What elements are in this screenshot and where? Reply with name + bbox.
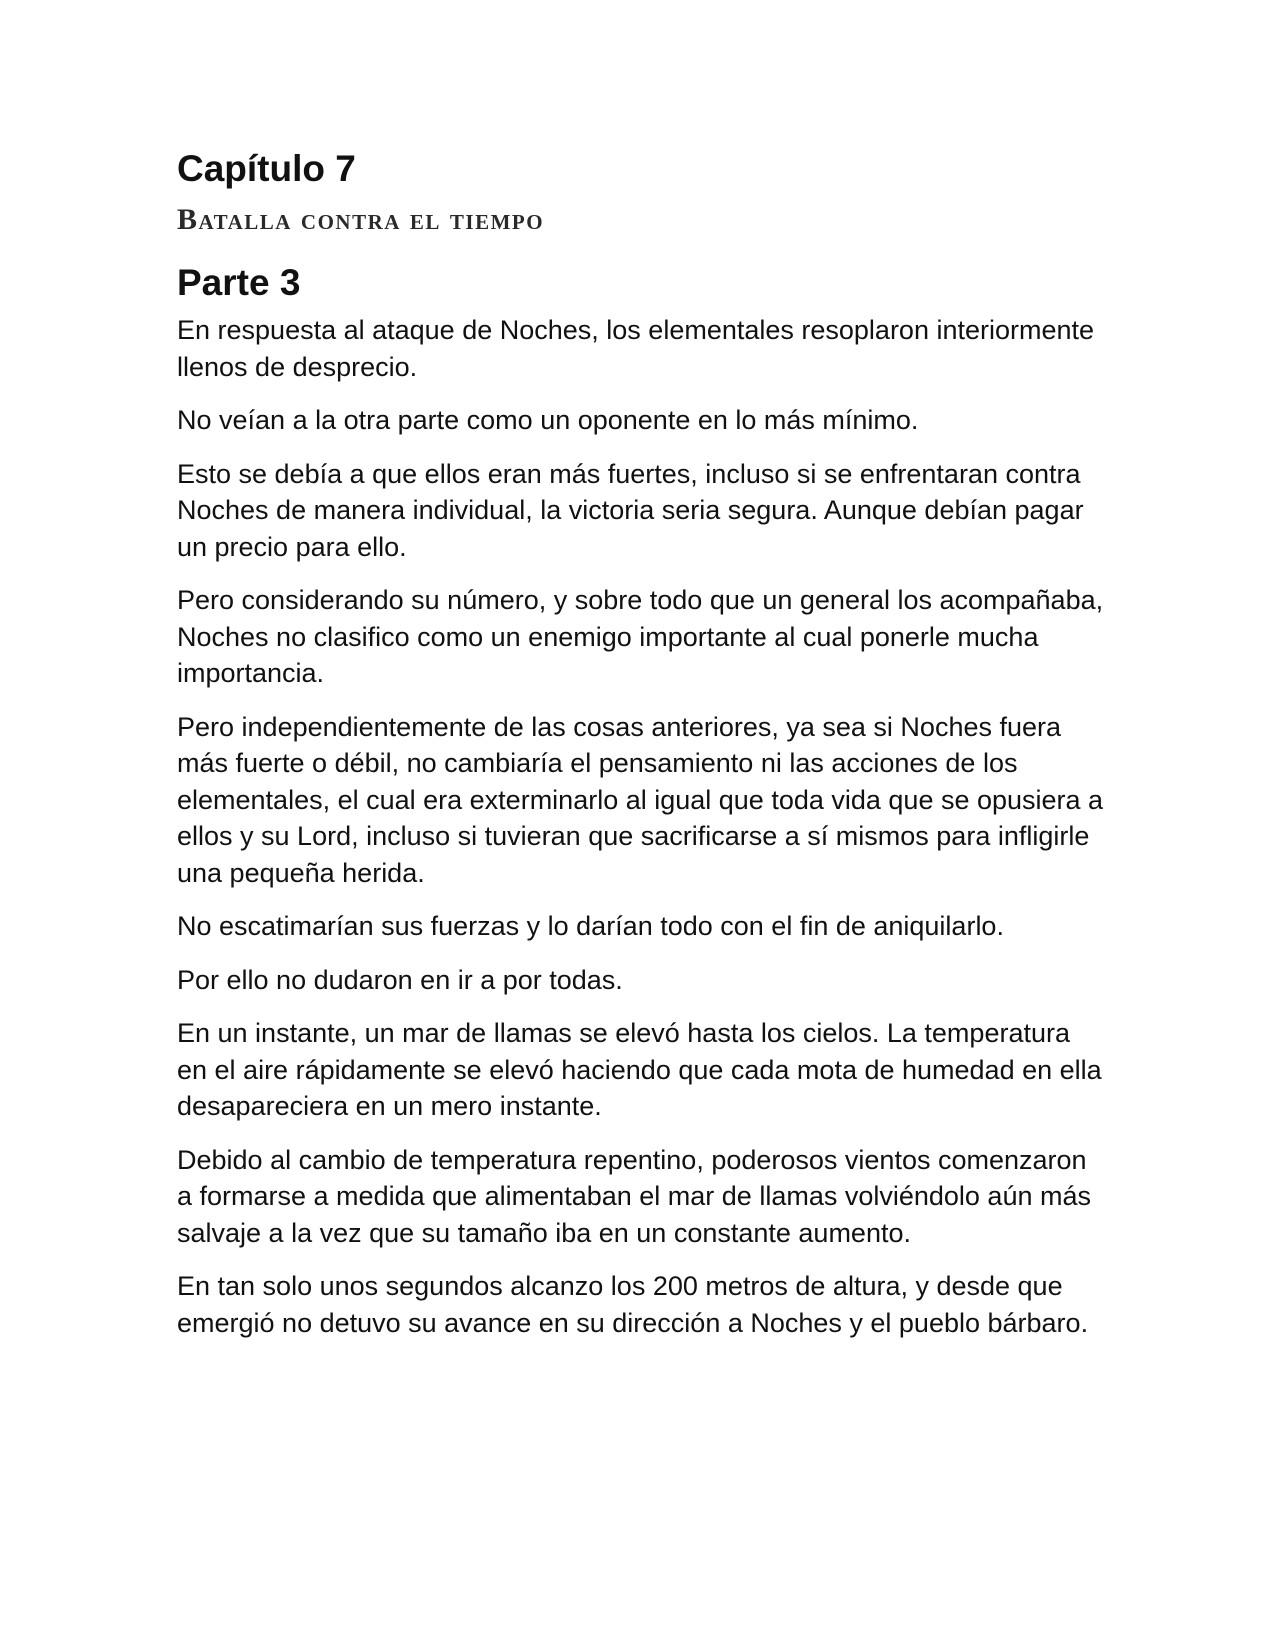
paragraph: Por ello no dudaron en ir a por todas. <box>177 964 623 995</box>
part-title: Parte 3 <box>177 262 301 303</box>
paragraph: Pero considerando su número, y sobre todo que un general los acompañaba, Noches no clasifico como un enemigo importante al cual ponerle mucha importancia. <box>177 585 1104 688</box>
paragraph: Esto se debía a que ellos eran más fuertes, incluso si se enfrentaran contra Noches de manera individual, la victoria seria segura. Aunque debían pagar un precio para ello. <box>177 458 1084 562</box>
page-content <box>177 146 1107 1358</box>
paragraph: No veían a la otra parte como un oponente en lo más mínimo. <box>177 405 919 435</box>
paragraph: No escatimarían sus fuerzas y lo darían todo con el fin de aniquilarlo. <box>177 911 1004 941</box>
paragraph: Pero independientemente de las cosas anteriores, ya sea si Noches fuera más fuerte o débil, no cambiaría el pensamiento ni las acciones de los elementales, el cual era exterminarlo al igual que toda vida que se opusiera a ellos y su Lord, incluso si tuvieran que sacrificarse a sí mismos para infligirle una pequeña herida. <box>177 711 1104 888</box>
body-text <box>177 312 1107 1341</box>
paragraph: En respuesta al ataque de Noches, los elementales resoplaron interiormente llenos de desprecio. <box>177 315 1095 382</box>
chapter-subtitle: Batalla contra el tiempo <box>177 203 545 236</box>
paragraph: Debido al cambio de temperatura repentino, poderosos vientos comenzaron a formarse a medida que alimentaban el mar de llamas volviéndolo aún más salvaje a la vez que su tamaño iba en un constante aumento. <box>177 1144 1091 1248</box>
chapter-title: Capítulo 7 <box>177 148 356 189</box>
paragraph: En tan solo unos segundos alcanzo los 200 metros de altura, y desde que emergió no detuvo su avance en su dirección a Noches y el pueblo bárbaro. <box>177 1271 1089 1338</box>
paragraph: En un instante, un mar de llamas se elevó hasta los cielos. La temperatura en el aire rápidamente se elevó haciendo que cada mota de humedad en ella desapareciera en un mero instante. <box>177 1018 1102 1121</box>
